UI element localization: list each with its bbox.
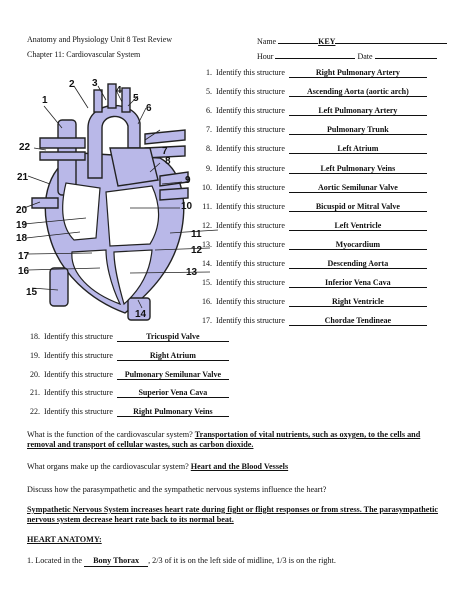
question-row — [198, 240, 427, 250]
diagram-label-5: 5 — [133, 93, 139, 104]
question-row — [198, 87, 427, 97]
question-prompt: Identify this structure — [216, 201, 285, 211]
question-prompt: Identify this structure — [216, 68, 285, 77]
question-answer: Right Atrium — [117, 351, 229, 361]
question-row — [26, 370, 229, 380]
question-number: 15. — [202, 278, 212, 288]
diagram-label-2: 2 — [69, 79, 75, 90]
question-prompt: Identify this structure — [44, 407, 113, 417]
question-row — [26, 332, 229, 342]
question-prompt: Identify this structure — [216, 144, 285, 154]
question-row — [198, 316, 427, 326]
question-answer: Right Ventricle — [289, 297, 427, 307]
question-prompt: Identify this structure — [44, 350, 113, 360]
diagram-label-10: 10 — [181, 201, 193, 212]
question-prompt: Identify this structure — [216, 220, 285, 230]
question-row — [198, 278, 427, 288]
diagram-label-21: 21 — [17, 172, 29, 183]
question-answer: Bicuspid or Mitral Valve — [289, 202, 427, 212]
question-prompt: Identify this structure — [216, 125, 285, 135]
diagram-label-22: 22 — [19, 142, 31, 153]
function-question: What is the function of the cardiovascular system? Transportation of vital nutrients, such as oxygen, to the cells and removal and transport of cellular wastes, such as carbon dioxide. — [27, 430, 421, 449]
question-prompt: Identify this structure — [216, 297, 285, 307]
question-prompt: Identify this structure — [44, 332, 113, 341]
question-number: 16. — [202, 297, 212, 307]
name-label: Name — [257, 37, 277, 46]
question-answer: Right Pulmonary Artery — [289, 68, 427, 78]
question-number: 7. — [206, 125, 212, 135]
diagram-label-12: 12 — [191, 245, 203, 256]
question-number: 19. — [30, 350, 40, 360]
diagram-label-9: 9 — [185, 175, 191, 186]
nervous-question: Discuss how the parasympathetic and the sympathetic nervous systems influence the heart? — [27, 485, 327, 494]
diagram-label-13: 13 — [186, 267, 198, 278]
question-row — [26, 388, 229, 398]
question-number: 22. — [30, 407, 40, 417]
question-number: 17. — [202, 316, 212, 326]
question-row — [198, 144, 427, 154]
question-answer: Tricuspid Valve — [117, 332, 229, 342]
anatomy-item-1-answer: Bony Thorax — [84, 556, 148, 567]
question-row — [198, 221, 427, 231]
question-answer: Ascending Aorta (aortic arch) — [289, 87, 427, 97]
question-answer: Pulmonary Semilunar Valve — [117, 370, 229, 380]
diagram-label-1: 1 — [42, 95, 48, 106]
diagram-label-15: 15 — [26, 287, 38, 298]
question-number: 9. — [206, 163, 212, 173]
question-answer: Chordae Tendineae — [289, 316, 427, 326]
organs-answer: Heart and the Blood Vessels — [190, 462, 289, 471]
hour-label: Hour — [257, 52, 274, 61]
diagram-label-11: 11 — [191, 229, 202, 240]
question-answer: Left Pulmonary Veins — [289, 164, 427, 174]
question-number: 13. — [202, 239, 212, 249]
diagram-label-18: 18 — [16, 233, 28, 244]
question-prompt: Identify this structure — [216, 278, 285, 288]
question-row — [26, 407, 229, 417]
question-row — [198, 259, 427, 269]
question-number: 20. — [30, 369, 40, 379]
question-row — [198, 125, 427, 135]
question-row — [198, 202, 427, 212]
question-answer: Right Pulmonary Veins — [117, 407, 229, 417]
question-prompt: Identify this structure — [216, 87, 285, 97]
question-number: 12. — [202, 220, 212, 230]
question-answer: Aortic Semilunar Valve — [289, 183, 427, 193]
hour-date-field — [257, 50, 437, 61]
question-row — [198, 183, 427, 193]
question-number: 18. — [30, 332, 40, 341]
question-prompt: Identify this structure — [216, 163, 285, 173]
question-prompt: Identify this structure — [216, 106, 285, 116]
question-prompt: Identify this structure — [216, 316, 285, 326]
question-answer: Inferior Vena Cava — [289, 278, 427, 288]
diagram-label-3: 3 — [92, 78, 98, 89]
question-answer: Left Ventricle — [289, 221, 427, 231]
function-answer: Transportation of vital nutrients, such as oxygen, to the cells and removal and transport of cellular wastes, such as carbon dioxide. — [27, 430, 421, 449]
heart-anatomy-heading: HEART ANATOMY: — [27, 535, 102, 544]
question-answer: Myocardium — [289, 240, 427, 250]
diagram-label-20: 20 — [16, 205, 28, 216]
question-number: 8. — [206, 144, 212, 154]
question-prompt: Identify this structure — [216, 259, 285, 268]
question-prompt: Identify this structure — [216, 239, 285, 249]
question-row — [26, 351, 229, 361]
heart-diagram — [10, 68, 220, 328]
diagram-label-6: 6 — [146, 103, 152, 114]
question-number: 14. — [202, 259, 212, 268]
question-number: 5. — [206, 87, 212, 97]
name-value: KEY — [318, 37, 336, 46]
diagram-label-4: 4 — [116, 85, 122, 96]
question-number: 11. — [202, 201, 212, 211]
question-answer: Left Pulmonary Artery — [289, 106, 427, 116]
question-prompt: Identify this structure — [44, 369, 113, 379]
question-number: 1. — [206, 68, 212, 77]
nervous-answer: Sympathetic Nervous System increases heart rate during fight or flight responses or from stress. The parasympathetic nervous system decrease heart rate back to its normal beat. — [27, 505, 439, 524]
question-number: 6. — [206, 106, 212, 116]
question-prompt: Identify this structure — [216, 182, 285, 192]
question-row — [198, 164, 427, 174]
question-answer: Pulmonary Trunk — [289, 125, 427, 135]
anatomy-item-1: 1. Located in the Bony Thorax , 2/3 of it is on the left side of midline, 1/3 is on the right. — [27, 556, 336, 565]
question-row — [198, 106, 427, 116]
question-answer: Left Atrium — [289, 144, 427, 154]
chapter-title: Chapter 11: Cardiovascular System — [27, 50, 141, 59]
question-row — [198, 297, 427, 307]
question-number: 21. — [30, 388, 40, 398]
diagram-label-8: 8 — [165, 156, 171, 167]
diagram-label-17: 17 — [18, 251, 30, 262]
question-prompt: Identify this structure — [44, 388, 113, 398]
question-row — [198, 68, 427, 78]
question-number: 10. — [202, 182, 212, 192]
course-title: Anatomy and Physiology Unit 8 Test Review — [27, 35, 173, 44]
diagram-label-16: 16 — [18, 266, 30, 277]
diagram-label-14: 14 — [135, 309, 147, 320]
name-field — [257, 35, 447, 46]
organs-question: What organs make up the cardiovascular system? Heart and the Blood Vessels — [27, 462, 289, 471]
question-answer: Descending Aorta — [289, 259, 427, 269]
diagram-label-19: 19 — [16, 220, 28, 231]
question-answer: Superior Vena Cava — [117, 388, 229, 398]
diagram-label-7: 7 — [162, 146, 168, 157]
date-label: Date — [357, 52, 373, 61]
